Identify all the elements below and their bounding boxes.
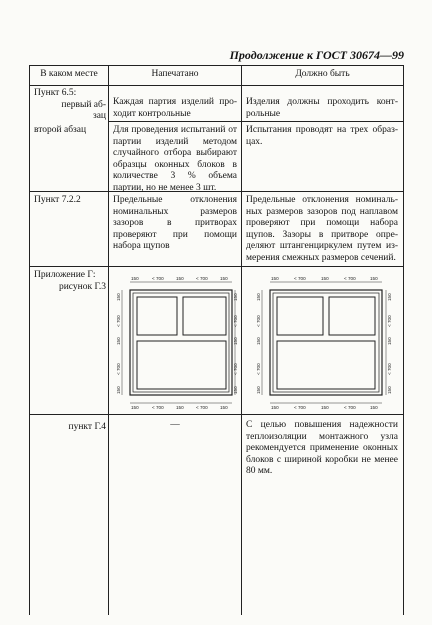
column-divider-1 <box>108 65 109 615</box>
dimension-label: < 700 <box>344 405 356 410</box>
place-line: зац <box>92 111 106 122</box>
printed-text: — <box>170 420 180 430</box>
bottom-dimensions <box>131 405 228 410</box>
dimension-label: 150 <box>131 276 139 281</box>
dimension-label: < 700 <box>387 315 392 327</box>
table-left-border <box>29 65 30 615</box>
dimension-label: 150 <box>233 337 238 345</box>
dimension-label: 150 <box>256 337 261 345</box>
window-drawing-corrected <box>252 273 394 411</box>
should-be-text: Испытания проводят на трех образцах. <box>246 125 398 147</box>
dimension-label: 150 <box>176 276 184 281</box>
should-be-text: Предельные отклонения номинальных размеров зазоров под наплавом проверяют при помощи набора щупов. Зазоры в притворе определяют штангенциркулем путем измерения смежных размеров сечений. <box>246 195 398 263</box>
right-dimensions <box>233 293 238 394</box>
window-frame <box>270 290 382 395</box>
dimension-label: < 700 <box>233 363 238 375</box>
dimension-label: 150 <box>387 386 392 394</box>
dimension-lines <box>122 282 235 403</box>
right-dimensions <box>387 293 392 394</box>
place-line: рисунок Г.3 <box>58 281 106 292</box>
dimension-label: < 700 <box>116 363 121 375</box>
header-bottom-border <box>29 85 404 86</box>
dimension-label: 150 <box>116 293 121 301</box>
place-cell <box>34 125 106 137</box>
dimension-label: < 700 <box>116 315 121 327</box>
column-divider-2 <box>241 65 242 615</box>
dimension-label: < 700 <box>196 405 208 410</box>
dimension-label: 150 <box>271 405 279 410</box>
dimension-label: 150 <box>321 405 329 410</box>
row-divider <box>108 121 403 122</box>
printed-text: Каждая партия изделий проходит контрольные <box>113 97 237 119</box>
place-cell <box>34 422 106 434</box>
dimension-label: 150 <box>370 405 378 410</box>
place-line: Пункт 6.5: <box>34 88 77 98</box>
dimension-label: < 700 <box>387 363 392 375</box>
dimension-label: 150 <box>370 276 378 281</box>
dimension-label: 150 <box>176 405 184 410</box>
dimension-label: < 700 <box>233 315 238 327</box>
dimension-label: 150 <box>387 337 392 345</box>
dimension-label: 150 <box>321 276 329 281</box>
dimension-label: 150 <box>116 337 121 345</box>
column-header-printed: Напечатано <box>151 69 199 79</box>
bottom-dimensions <box>271 405 378 410</box>
row-divider <box>29 266 404 267</box>
place-line: пункт Г.4 <box>68 422 106 432</box>
printed-text: Для проведения испытаний от партии изделий методом случайного отбора выбирают образцы оконных блоков в количестве 3 % объема партии, но не менее 3 шт. <box>113 125 237 193</box>
left-dimensions <box>116 293 121 394</box>
row-divider <box>29 414 404 415</box>
dimension-label: 150 <box>116 386 121 394</box>
place-line: второй абзац <box>34 125 87 135</box>
page-header: Продолжение к ГОСТ 30674—99 <box>229 48 404 62</box>
printed-text: Предельные отклонения номинальных размеров зазоров в притворах проверяют при помощи набора щупов <box>113 195 237 252</box>
dimension-label: 150 <box>256 386 261 394</box>
column-header-place: В каком месте <box>40 69 98 79</box>
should-be-text: С целью повышения надежности теплоизоляции монтажного узла рекомендуется применение оконных блоков с шириной коробки не менее 80 мм. <box>246 420 398 477</box>
dimension-label: < 700 <box>256 363 261 375</box>
place-cell <box>34 195 106 207</box>
window-drawing-printed <box>112 273 238 411</box>
dimension-label: < 700 <box>294 405 306 410</box>
table-right-border <box>403 65 404 615</box>
place-line: Приложение Г: <box>34 270 96 280</box>
place-line: первый аб- <box>61 99 106 110</box>
left-dimensions <box>256 293 261 394</box>
dimension-label: < 700 <box>152 405 164 410</box>
dimension-label: 150 <box>233 293 238 301</box>
table-top-border <box>29 65 404 66</box>
dimension-label: < 700 <box>294 276 306 281</box>
place-line: Пункт 7.2.2 <box>34 195 81 205</box>
column-header-should-be: Должно быть <box>295 69 350 79</box>
dimension-label: 150 <box>131 405 139 410</box>
dimension-label: 150 <box>271 276 279 281</box>
top-dimensions <box>271 276 378 281</box>
dimension-label: 150 <box>387 293 392 301</box>
place-cell <box>34 88 106 123</box>
window-frame <box>130 290 232 395</box>
dimension-label: < 700 <box>196 276 208 281</box>
dimension-label: < 700 <box>152 276 164 281</box>
should-be-text: Изделия должны проходить контрольные <box>246 97 398 119</box>
dimension-label: 150 <box>220 276 228 281</box>
dimension-label: < 700 <box>256 315 261 327</box>
place-cell <box>34 270 106 293</box>
dimension-label: < 700 <box>344 276 356 281</box>
top-dimensions <box>131 276 228 281</box>
dimension-lines <box>262 282 386 403</box>
dimension-label: 150 <box>233 386 238 394</box>
dimension-label: 150 <box>256 293 261 301</box>
dimension-label: 150 <box>220 405 228 410</box>
